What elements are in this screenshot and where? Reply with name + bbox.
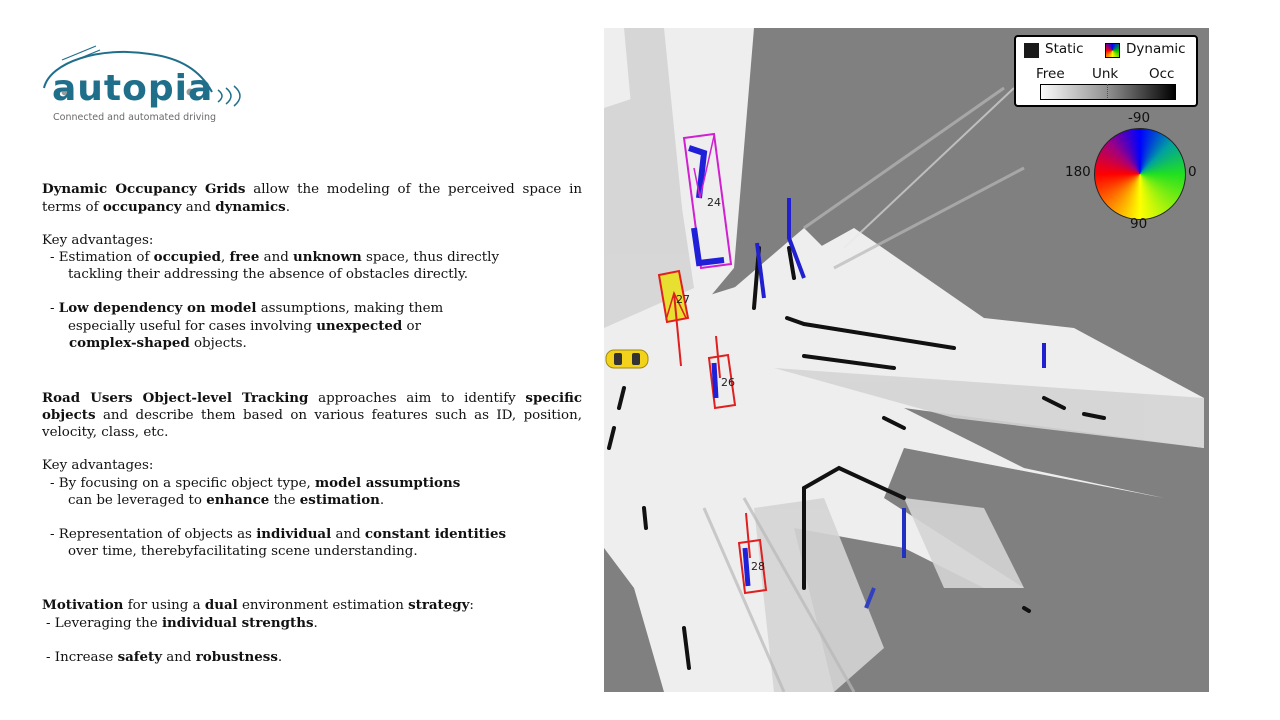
text: . <box>277 649 283 665</box>
static-swatch-icon <box>1024 43 1039 58</box>
text: or <box>402 318 421 334</box>
text: can be leveraged to <box>68 493 207 509</box>
term: complex-shaped <box>69 335 190 352</box>
key-advantages-heading: Key advantages: <box>42 457 154 473</box>
wheel-label-bottom: 90 <box>1130 216 1148 232</box>
advantage-item <box>42 475 582 510</box>
term: unknown <box>293 249 362 266</box>
text: . <box>379 493 385 509</box>
term: Motivation <box>42 597 124 614</box>
grid-map <box>604 28 1209 692</box>
orientation-color-wheel <box>1094 128 1186 220</box>
legend-dynamic-label: Dynamic <box>1126 41 1186 57</box>
term: strategy <box>408 597 470 614</box>
key-advantages-heading: Key advantages: <box>42 232 154 248</box>
legend-occupied-label: Occ <box>1149 66 1175 82</box>
logo-wordmark: autopia <box>52 68 214 109</box>
advantage-item <box>42 249 582 283</box>
text: over time, therebyfacilitating scene understanding. <box>68 543 418 559</box>
motivation-intro <box>42 597 582 615</box>
text: and <box>331 527 365 543</box>
term: constant identities <box>364 526 507 543</box>
legend-free-label: Free <box>1036 66 1065 82</box>
text: assumptions, making them <box>256 301 444 317</box>
description-text <box>42 181 582 666</box>
text: - Representation of objects as <box>50 527 257 543</box>
motivation-item <box>42 649 582 667</box>
advantage-item <box>42 526 582 560</box>
dog-intro <box>42 181 582 216</box>
text: approaches aim to identify <box>308 390 526 406</box>
legend-static-label: Static <box>1045 41 1084 57</box>
text: . <box>313 615 318 631</box>
term: safety <box>117 648 163 665</box>
term: free <box>229 249 260 266</box>
text: and <box>162 649 196 665</box>
logo-tagline: Connected and automated driving <box>53 112 217 123</box>
text: and describe them based on various features such as ID, position, velocity, class, etc. <box>42 408 582 440</box>
term: enhance <box>206 492 270 509</box>
term: unexpected <box>316 317 403 334</box>
wheel-label-top: -90 <box>1128 110 1151 126</box>
dynamic-swatch-icon <box>1105 43 1120 58</box>
text: : <box>469 598 474 614</box>
term: individual strengths <box>161 614 314 631</box>
term: dynamics <box>215 198 286 215</box>
wheel-label-left: 180 <box>1065 164 1091 180</box>
advantage-item <box>42 300 582 353</box>
term: Dynamic Occupancy Grids <box>42 181 246 197</box>
text: space, thus directly <box>361 250 500 266</box>
occupancy-colorbar <box>1040 84 1176 100</box>
text: the <box>269 493 300 509</box>
text: for using a <box>123 598 205 614</box>
svg-text:28: 28 <box>751 560 765 573</box>
svg-text:26: 26 <box>721 376 735 389</box>
term: model assumptions <box>315 474 461 491</box>
text: , <box>220 250 230 266</box>
term: estimation <box>299 492 380 509</box>
occupancy-grid-view <box>604 28 1209 692</box>
text: - Estimation of <box>50 250 154 266</box>
text: tackling their addressing the absence of obstacles directly. <box>68 266 469 282</box>
svg-text:27: 27 <box>676 293 690 306</box>
text: - Increase <box>46 649 118 665</box>
term: occupied <box>153 249 221 266</box>
text: allow the modeling of the perceived space in terms of <box>42 182 582 215</box>
term: robustness <box>195 648 278 665</box>
text: . <box>285 199 290 215</box>
text: - <box>50 301 59 317</box>
colorbar-midline <box>1107 84 1108 98</box>
term: Low dependency on model <box>58 300 257 317</box>
text: environment estimation <box>237 598 409 614</box>
legend-unknown-label: Unk <box>1092 66 1119 82</box>
motivation-item <box>42 615 582 633</box>
term: Road Users Object-level Tracking <box>42 389 309 406</box>
term: dual <box>204 597 238 614</box>
text: and <box>181 199 216 215</box>
text: - By focusing on a specific object type, <box>50 475 316 491</box>
term: specific objects <box>42 389 582 424</box>
text: and <box>259 250 294 266</box>
svg-text:24: 24 <box>707 196 721 209</box>
autopia-logo <box>40 40 250 130</box>
text: - Leveraging the <box>46 615 162 631</box>
tracking-intro <box>42 390 582 442</box>
ego-vehicle-icon <box>606 350 648 368</box>
text: objects. <box>189 336 247 352</box>
grid-legend <box>1014 35 1198 107</box>
wheel-label-right: 0 <box>1188 164 1197 180</box>
term: occupancy <box>102 198 182 215</box>
term: individual <box>256 526 332 543</box>
text: especially useful for cases involving <box>68 318 317 334</box>
